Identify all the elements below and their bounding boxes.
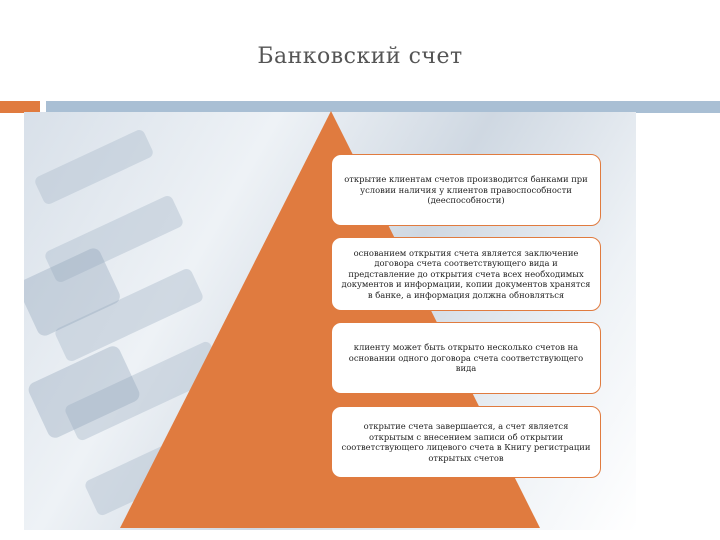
pyramid-item-4-text: открытие счета завершается, а счет является открытым с внесением записи об открытии соответствующего лицевого счета в Книгу регистрации открытых счетов: [341, 421, 591, 463]
pyramid-item-1: [331, 154, 601, 226]
pyramid-item-2: [331, 237, 601, 311]
pyramid-item-1-text: открытие клиентам счетов производится банками при условии наличия у клиентов правоспособности (дееспособности): [344, 174, 588, 206]
slide-title: Банковский счет: [257, 44, 463, 69]
pyramid-item-3: [331, 322, 601, 394]
pyramid-item-2-text: основанием открытия счета является заключение договора счета соответствующего вида и представление до открытия счета всех необходимых документов и информации, копии документов хранятся в банке, а информация должна обновляться: [341, 247, 591, 300]
pyramid-item-3-text: клиенту может быть открыто несколько счетов на основании одного договора счета соответствующего вида: [348, 342, 584, 374]
pyramid-item-4: [331, 406, 601, 478]
